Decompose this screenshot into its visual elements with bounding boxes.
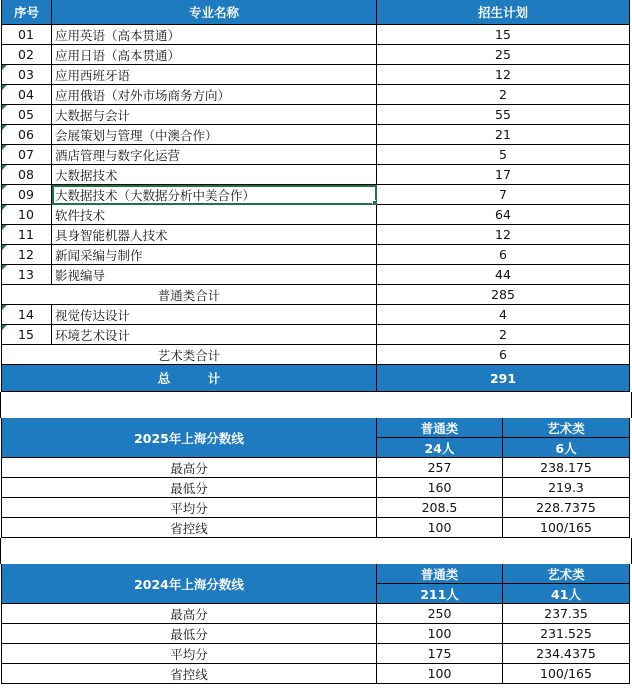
scores-2024-art-col — [503, 564, 630, 604]
major-seq[interactable]: 02 — [1, 45, 52, 65]
major-plan[interactable]: 2 — [377, 85, 630, 105]
major-seq[interactable]: 01 — [1, 25, 52, 45]
score-row — [1, 624, 630, 644]
major-seq[interactable]: 04 — [1, 85, 52, 105]
major-plan[interactable]: 5 — [377, 145, 630, 165]
score-art[interactable]: 238.175 — [503, 458, 630, 478]
major-row — [1, 145, 630, 165]
header-major[interactable]: 专业名称 — [52, 0, 377, 25]
score-general[interactable]: 100 — [377, 624, 503, 644]
score-row — [1, 604, 630, 624]
major-row — [1, 45, 630, 65]
scores-2024-general-col — [377, 564, 503, 604]
major-row — [1, 105, 630, 125]
score-label[interactable]: 平均分 — [1, 644, 377, 664]
total-value[interactable]: 291 — [377, 365, 630, 392]
scores-2024-title[interactable]: 2024年上海分数线 — [1, 564, 377, 604]
general-subtotal-value[interactable]: 285 — [377, 285, 630, 305]
score-general[interactable]: 208.5 — [377, 498, 503, 518]
scores-2025-general-label[interactable]: 普通类 — [377, 418, 502, 438]
total-row — [1, 365, 630, 392]
blank-row — [0, 392, 632, 418]
major-row — [1, 125, 630, 145]
major-seq[interactable]: 05 — [1, 105, 52, 125]
major-name[interactable]: 应用俄语（对外市场商务方向） — [52, 85, 377, 105]
major-plan[interactable]: 64 — [377, 205, 630, 225]
score-general[interactable]: 100 — [377, 664, 503, 684]
major-row — [1, 205, 630, 225]
major-row — [1, 25, 630, 45]
major-row — [1, 185, 630, 205]
major-row — [1, 85, 630, 105]
major-row — [1, 245, 630, 265]
art-major-seq[interactable]: 14 — [1, 305, 52, 325]
major-plan[interactable]: 44 — [377, 265, 630, 285]
major-row — [1, 65, 630, 85]
major-plan[interactable]: 55 — [377, 105, 630, 125]
blank-row — [0, 538, 632, 564]
major-seq[interactable]: 03 — [1, 65, 52, 85]
art-major-plan[interactable]: 2 — [377, 325, 630, 345]
major-name[interactable]: 应用日语（高本贯通） — [52, 45, 377, 65]
table-header-row — [1, 0, 630, 25]
major-seq[interactable]: 11 — [1, 225, 52, 245]
major-seq[interactable]: 08 — [1, 165, 52, 185]
score-row — [1, 518, 630, 538]
score-label[interactable]: 最低分 — [1, 624, 377, 644]
score-art[interactable]: 231.525 — [503, 624, 630, 644]
score-general[interactable]: 160 — [377, 478, 503, 498]
score-row — [1, 664, 630, 684]
major-plan[interactable]: 15 — [377, 25, 630, 45]
major-name[interactable]: 应用英语（高本贯通） — [52, 25, 377, 45]
score-label[interactable]: 最高分 — [1, 604, 377, 624]
score-row — [1, 644, 630, 664]
scores-2025-art-count[interactable]: 6人 — [555, 440, 577, 456]
art-major-plan[interactable]: 4 — [377, 305, 630, 325]
major-plan[interactable]: 25 — [377, 45, 630, 65]
major-name[interactable]: 酒店管理与数字化运营 — [52, 145, 377, 165]
score-label[interactable]: 平均分 — [1, 498, 377, 518]
total-label[interactable]: 总 计 — [1, 365, 377, 392]
major-plan[interactable]: 7 — [377, 185, 630, 205]
art-major-name[interactable]: 视觉传达设计 — [52, 305, 377, 325]
major-seq[interactable]: 12 — [1, 245, 52, 265]
score-art[interactable]: 100/165 — [503, 518, 630, 538]
major-name[interactable]: 影视编导 — [52, 265, 377, 285]
art-subtotal-row — [1, 345, 630, 365]
major-seq[interactable]: 10 — [1, 205, 52, 225]
art-subtotal-label[interactable]: 艺术类合计 — [1, 345, 377, 365]
major-seq[interactable]: 06 — [1, 125, 52, 145]
scores-2024-general-label[interactable]: 普通类 — [377, 564, 502, 584]
major-seq[interactable]: 13 — [1, 265, 52, 285]
scores-2025-title[interactable]: 2025年上海分数线 — [1, 418, 377, 458]
score-label[interactable]: 省控线 — [1, 664, 377, 684]
major-row — [1, 225, 630, 245]
score-label[interactable]: 最高分 — [1, 458, 377, 478]
major-name[interactable]: 软件技术 — [52, 205, 377, 225]
major-name[interactable]: 应用西班牙语 — [52, 65, 377, 85]
major-plan[interactable]: 6 — [377, 245, 630, 265]
major-plan[interactable]: 12 — [377, 225, 630, 245]
major-plan[interactable]: 17 — [377, 165, 630, 185]
major-plan[interactable]: 21 — [377, 125, 630, 145]
score-art[interactable]: 228.7375 — [503, 498, 630, 518]
score-row — [1, 498, 630, 518]
score-label[interactable]: 省控线 — [1, 518, 377, 538]
art-major-row — [1, 305, 630, 325]
major-row — [1, 265, 630, 285]
major-name[interactable]: 大数据与会计 — [52, 105, 377, 125]
score-general[interactable]: 257 — [377, 458, 503, 478]
score-general[interactable]: 100 — [377, 518, 503, 538]
score-art[interactable]: 237.35 — [503, 604, 630, 624]
score-art[interactable]: 234.4375 — [503, 644, 630, 664]
scores-2025-header — [1, 418, 630, 458]
score-art[interactable]: 219.3 — [503, 478, 630, 498]
scores-2024-general-count[interactable]: 211人 — [420, 586, 459, 602]
major-name[interactable]: 大数据技术 — [52, 165, 377, 185]
major-row — [1, 165, 630, 185]
scores-2024-header — [1, 564, 630, 604]
major-name[interactable]: 具身智能机器人技术 — [52, 225, 377, 245]
score-row — [1, 478, 630, 498]
scores-2025-general-count[interactable]: 24人 — [424, 440, 455, 456]
major-seq[interactable]: 07 — [1, 145, 52, 165]
score-label[interactable]: 最低分 — [1, 478, 377, 498]
score-general[interactable]: 250 — [377, 604, 503, 624]
major-name[interactable]: 会展策划与管理（中澳合作） — [52, 125, 377, 145]
score-general[interactable]: 175 — [377, 644, 503, 664]
score-row — [1, 458, 630, 478]
score-art[interactable]: 100/165 — [503, 664, 630, 684]
major-name[interactable]: 大数据技术（大数据分析中美合作） — [52, 185, 377, 205]
header-plan[interactable]: 招生计划 — [377, 0, 630, 25]
general-subtotal-label[interactable]: 普通类合计 — [1, 285, 377, 305]
scores-2024-art-label[interactable]: 艺术类 — [503, 564, 629, 584]
major-name[interactable]: 新闻采编与制作 — [52, 245, 377, 265]
general-subtotal-row — [1, 285, 630, 305]
header-seq[interactable]: 序号 — [1, 0, 52, 25]
scores-2025-art-label[interactable]: 艺术类 — [503, 418, 629, 438]
art-major-row — [1, 325, 630, 345]
scores-2025-art-col — [503, 418, 630, 458]
major-plan[interactable]: 12 — [377, 65, 630, 85]
art-major-seq[interactable]: 15 — [1, 325, 52, 345]
major-seq[interactable]: 09 — [1, 185, 52, 205]
art-major-name[interactable]: 环境艺术设计 — [52, 325, 377, 345]
art-subtotal-value[interactable]: 6 — [377, 345, 630, 365]
scores-2024-art-count[interactable]: 41人 — [551, 586, 581, 602]
scores-2025-general-col — [377, 418, 503, 458]
